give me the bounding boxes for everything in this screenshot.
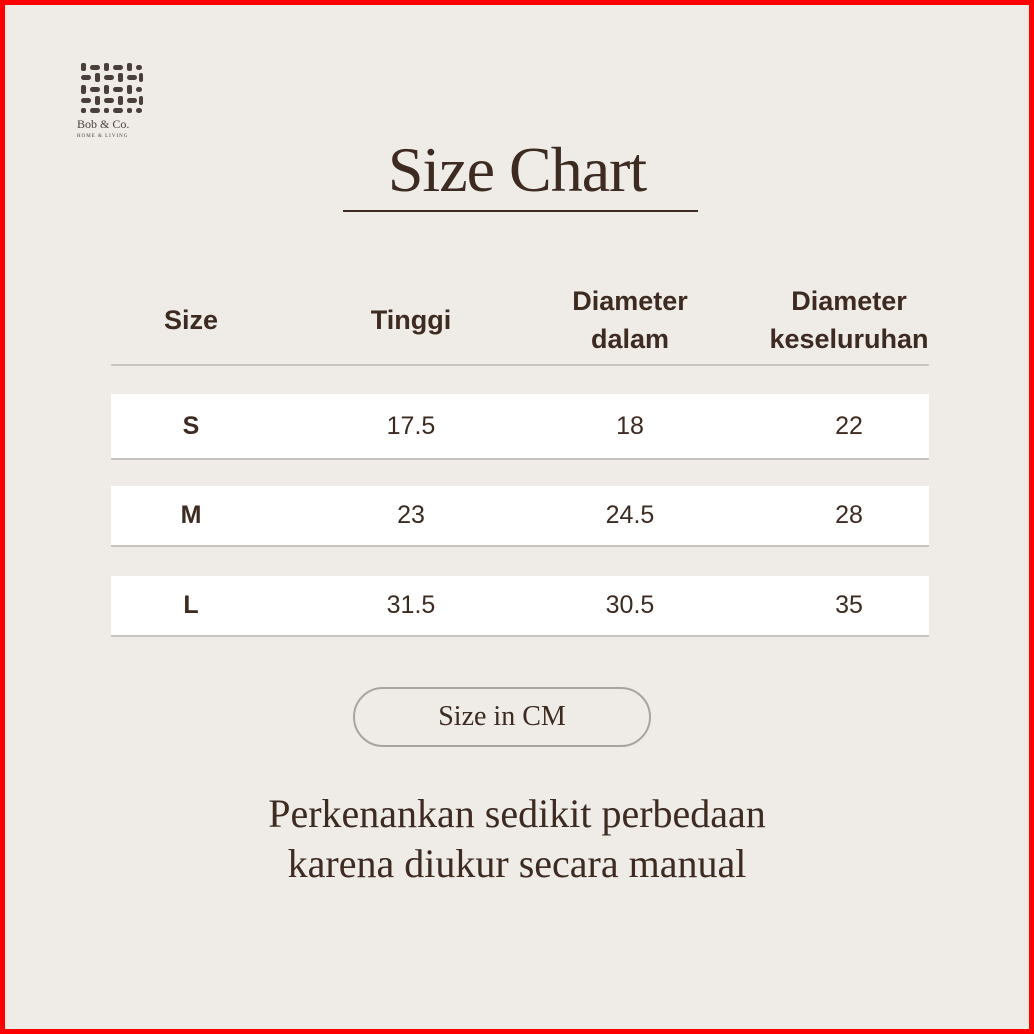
table-row bbox=[111, 486, 929, 547]
table-row bbox=[111, 576, 929, 637]
brand-tagline: HOME & LIVING bbox=[77, 134, 129, 139]
cell-diameter-dalam: 30.5 bbox=[605, 591, 655, 619]
disclaimer-line-2: karena diukur secara manual bbox=[287, 841, 747, 886]
column-header-diameter-dalam: Diameter dalam bbox=[572, 286, 688, 354]
cell-tinggi: 23 bbox=[397, 501, 425, 529]
cell-diameter-keseluruhan: 28 bbox=[835, 501, 863, 529]
column-header-diameter-keseluruhan: Diameter keseluruhan bbox=[769, 286, 929, 354]
cell-tinggi: 17.5 bbox=[386, 411, 436, 440]
cell-diameter-keseluruhan: 35 bbox=[835, 591, 863, 619]
header-divider bbox=[111, 364, 929, 366]
size-chart-card bbox=[5, 5, 1029, 1029]
cell-size: M bbox=[180, 501, 202, 529]
bob-co-logo-icon bbox=[81, 63, 143, 113]
cell-size: L bbox=[183, 591, 199, 619]
column-header-tinggi: Tinggi bbox=[370, 305, 452, 335]
brand-logo bbox=[77, 63, 149, 139]
page-title: Size Chart bbox=[387, 134, 647, 205]
unit-badge: Size in CM bbox=[353, 687, 651, 747]
brand-name: Bob & Co. bbox=[77, 117, 130, 131]
cell-diameter-keseluruhan: 22 bbox=[835, 411, 863, 440]
title-underline bbox=[343, 210, 698, 212]
column-header-size: Size bbox=[163, 305, 219, 335]
cell-size: S bbox=[182, 411, 200, 440]
disclaimer-line-1: Perkenankan sedikit perbedaan bbox=[268, 791, 766, 836]
cell-diameter-dalam: 18 bbox=[616, 411, 644, 440]
measurement-disclaimer bbox=[5, 789, 1029, 889]
table-row bbox=[111, 394, 929, 460]
cell-diameter-dalam: 24.5 bbox=[605, 501, 655, 529]
cell-tinggi: 31.5 bbox=[386, 591, 436, 619]
